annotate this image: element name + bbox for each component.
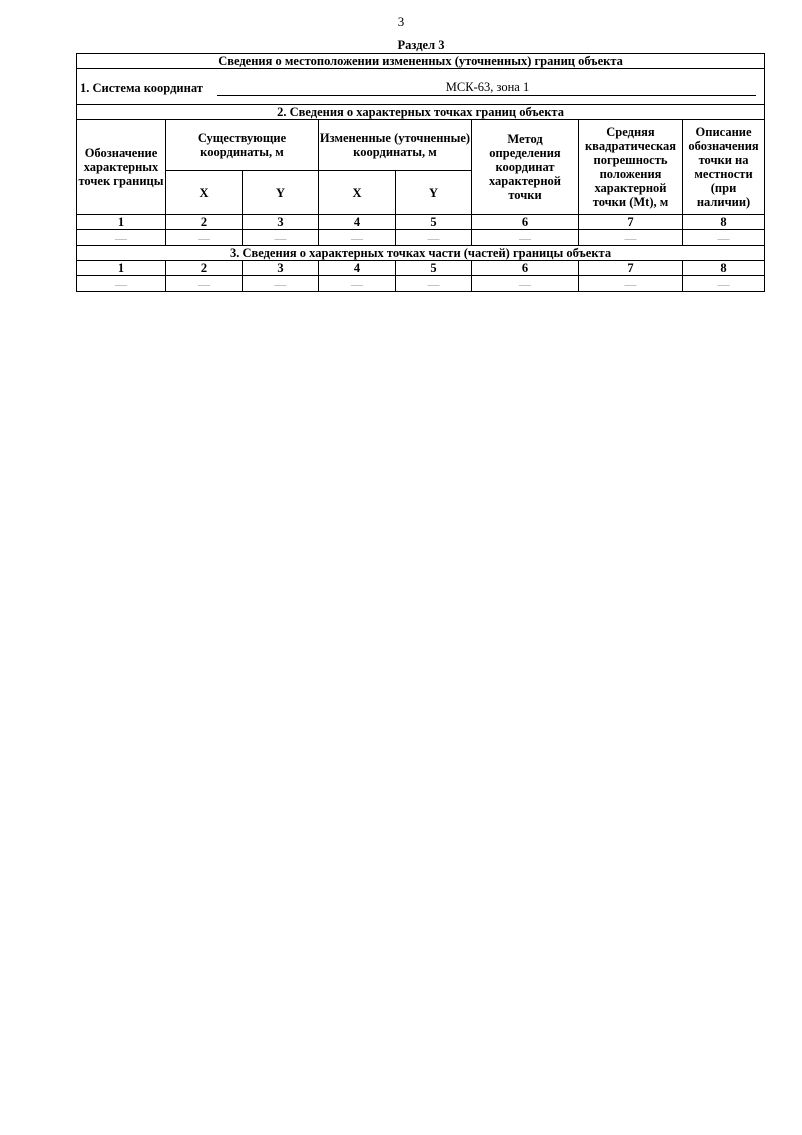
column-number: 3 (243, 215, 319, 230)
table-cell: — (77, 230, 166, 246)
parts-section-title: 3. Сведения о характерных точках части (частей) границы объекта (77, 246, 765, 261)
table-cell: — (579, 276, 683, 292)
col-designation-header: Обозначение характерных точек границы (77, 120, 166, 215)
table-row (77, 230, 765, 246)
boundary-table (76, 53, 765, 292)
coordinate-system-cell (77, 69, 765, 105)
col-existing-y-header: Y (243, 171, 319, 215)
col-description-header: Описание обозначения точки на местности (при наличии) (683, 120, 765, 215)
coordinate-system-value: МСК-63, зона 1 (217, 81, 756, 96)
column-number: 2 (166, 215, 243, 230)
table-cell: — (243, 230, 319, 246)
column-number: 2 (166, 261, 243, 276)
points-column-numbers-row (77, 215, 765, 230)
col-changed-y-header: Y (396, 171, 472, 215)
column-number: 6 (472, 215, 579, 230)
column-number: 7 (579, 261, 683, 276)
table-row (77, 276, 765, 292)
table-cell: — (319, 230, 396, 246)
column-number: 7 (579, 215, 683, 230)
column-number: 3 (243, 261, 319, 276)
table-cell: — (683, 276, 765, 292)
col-changed-header: Измененные (уточненные) координаты, м (319, 120, 472, 171)
column-number: 6 (472, 261, 579, 276)
column-number: 4 (319, 261, 396, 276)
table-cell: — (472, 230, 579, 246)
col-existing-header: Существующие координаты, м (166, 120, 319, 171)
table-cell: — (166, 276, 243, 292)
table-cell: — (396, 230, 472, 246)
table-cell: — (243, 276, 319, 292)
table-cell: — (683, 230, 765, 246)
points-section-title: 2. Сведения о характерных точках границ объекта (77, 105, 765, 120)
page-number: 3 (397, 14, 405, 29)
column-number: 8 (683, 215, 765, 230)
table-cell: — (396, 276, 472, 292)
table-cell: — (319, 276, 396, 292)
col-error-header: Средняя квадратическая погрешность положения характерной точки (Mt), м (579, 120, 683, 215)
table-cell: — (579, 230, 683, 246)
col-method-header: Метод определения координат характерной точки (472, 120, 579, 215)
coordinate-system-label: 1. Система координат (80, 81, 203, 95)
column-number: 8 (683, 261, 765, 276)
column-number: 4 (319, 215, 396, 230)
table-cell: — (77, 276, 166, 292)
col-changed-x-header: X (319, 171, 396, 215)
column-number: 1 (77, 261, 166, 276)
column-number: 1 (77, 215, 166, 230)
column-number: 5 (396, 215, 472, 230)
table-cell: — (166, 230, 243, 246)
table-title: Сведения о местоположении измененных (уточненных) границ объекта (77, 54, 765, 69)
column-number: 5 (396, 261, 472, 276)
table-cell: — (472, 276, 579, 292)
col-existing-x-header: X (166, 171, 243, 215)
section-title: Раздел 3 (397, 38, 445, 52)
parts-column-numbers-row (77, 261, 765, 276)
